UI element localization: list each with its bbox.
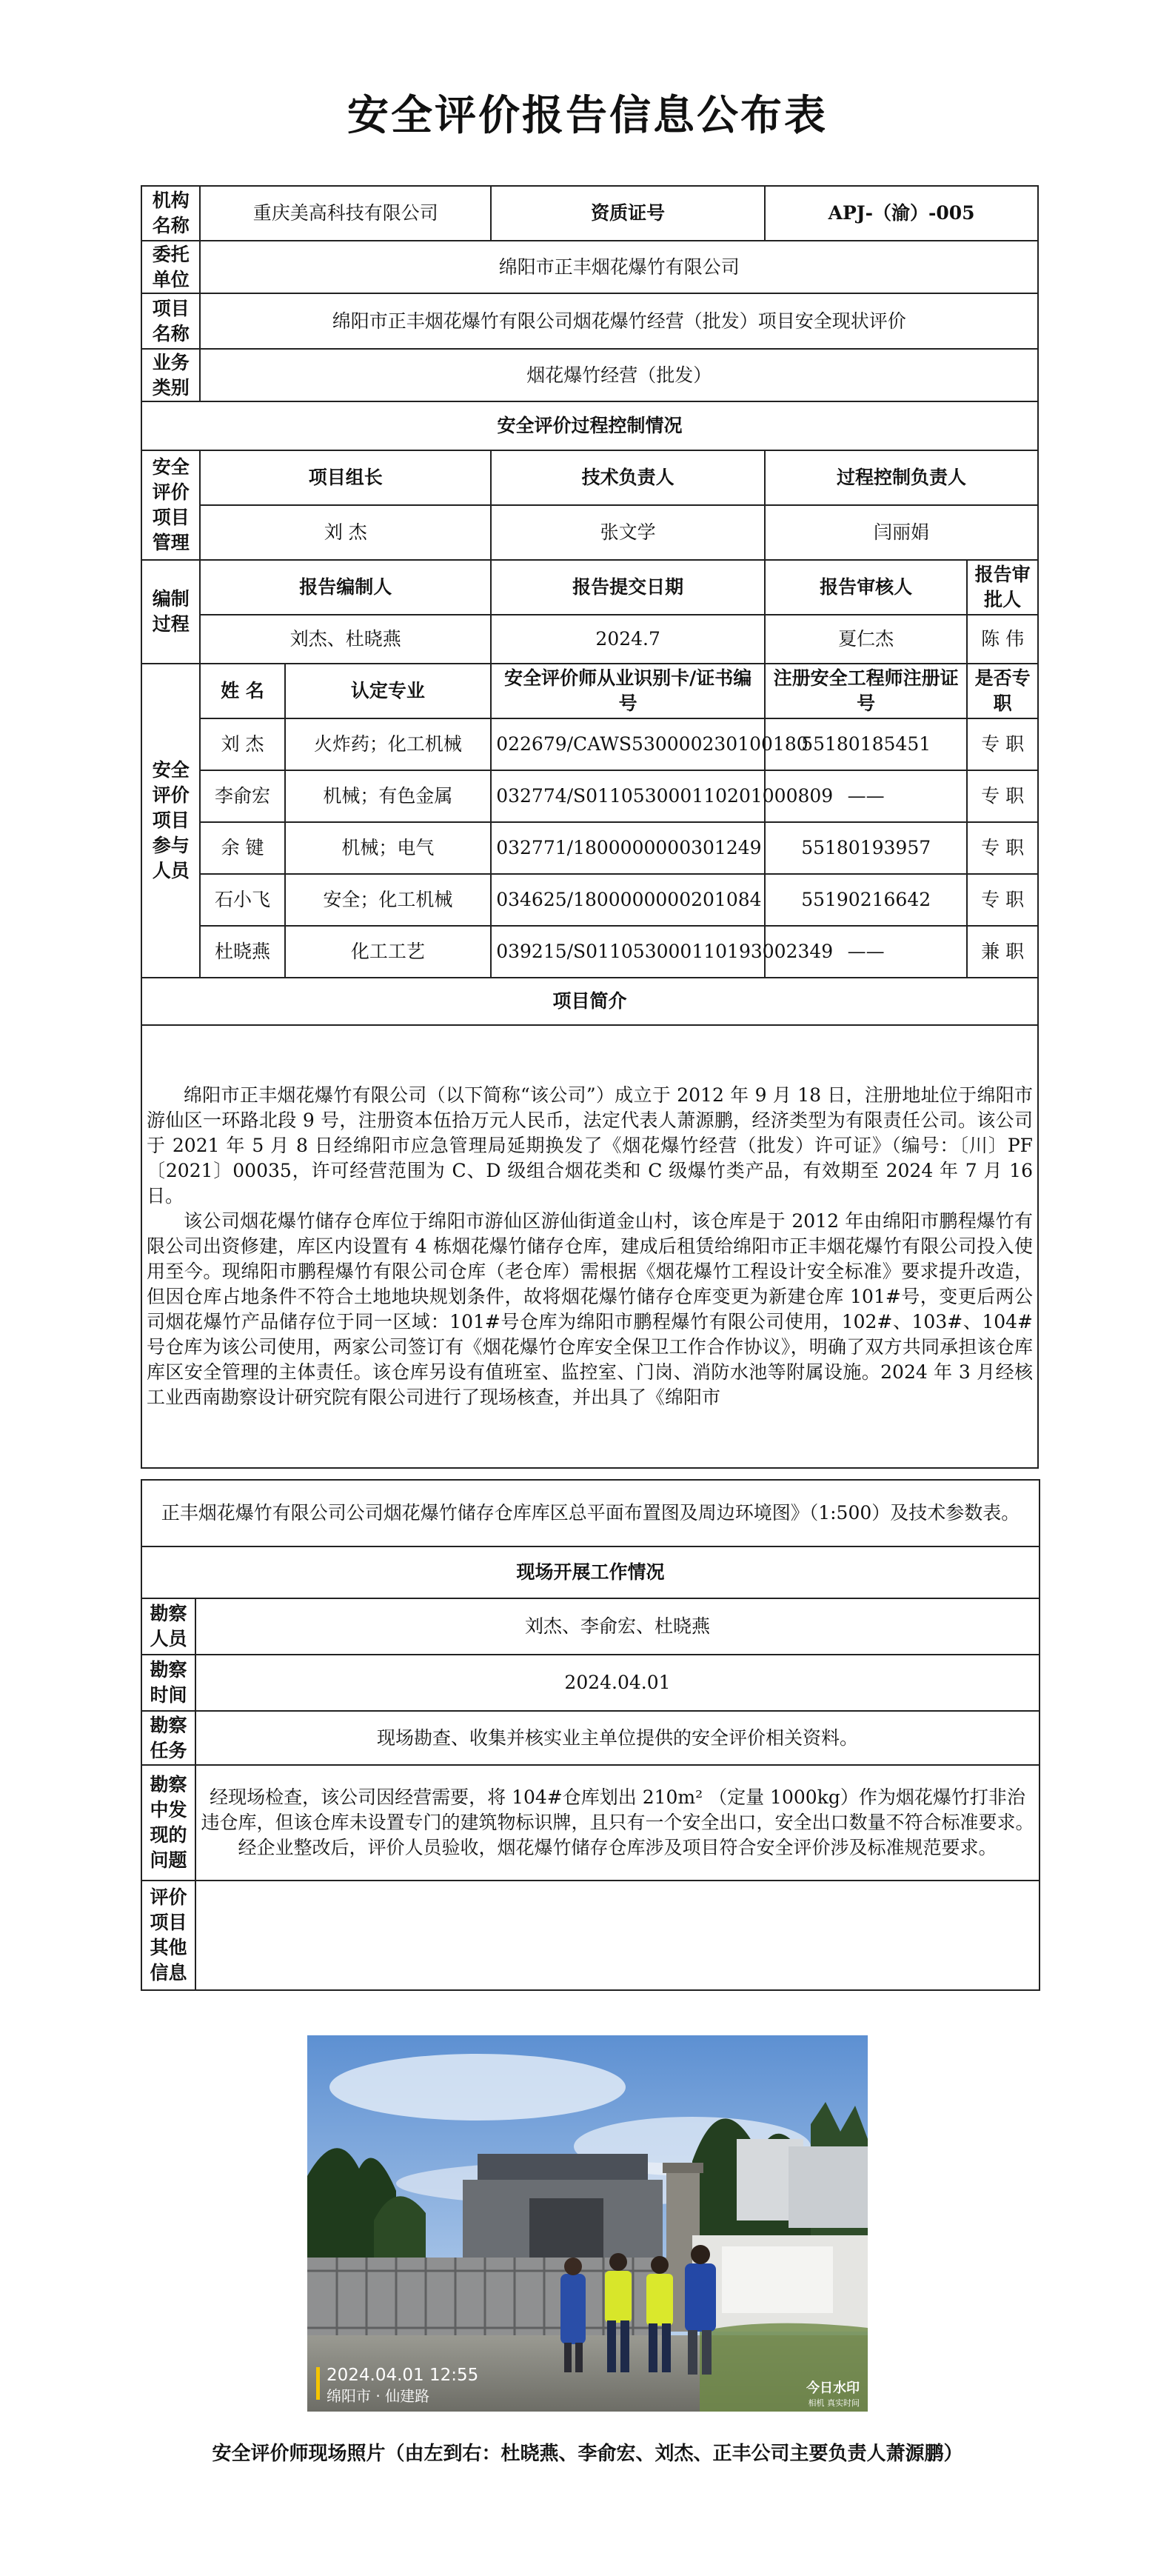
site-photo	[307, 2035, 868, 2412]
staff-major: 机械；电气	[285, 822, 492, 874]
biz-value: 烟花爆竹经营（批发）	[200, 349, 1038, 401]
staff-major: 化工工艺	[285, 926, 492, 978]
field-section-title: 现场开展工作情况	[141, 1546, 1040, 1598]
org-value: 重庆美高科技有限公司	[200, 186, 491, 241]
staff-major: 机械；有色金属	[285, 770, 492, 822]
tech-value: 张文学	[491, 505, 765, 560]
watermark-brand: 今日水印	[806, 2380, 860, 2396]
project-value: 绵阳市正丰烟花爆竹有限公司烟花爆竹经营（批发）项目安全现状评价	[200, 293, 1038, 349]
other-info-label: 评价项目其他信息	[141, 1881, 195, 1990]
survey-time-value: 2024.04.01	[195, 1655, 1040, 1711]
surveyors-label: 勘察人员	[141, 1598, 195, 1655]
project-label: 项目名称	[141, 293, 200, 349]
org-label: 机构名称	[141, 186, 200, 241]
other-info-value	[195, 1881, 1040, 1990]
field-table	[141, 1479, 1040, 1991]
page-title: 安全评价报告信息公布表	[347, 92, 828, 140]
author-header: 报告编制人	[200, 560, 491, 615]
intro-paragraph-3: 正丰烟花爆竹有限公司公司烟花爆竹储存仓库库区总平面布置图及周边环境图》（1:500）及技术参数表。	[141, 1480, 1040, 1546]
table-row	[141, 770, 1038, 822]
staff-major: 安全；化工机械	[285, 874, 492, 926]
photo-caption: 安全评价师现场照片（由左到右：杜晓燕、李俞宏、刘杰、正丰公司主要负责人萧源鹏）	[212, 2443, 963, 2465]
survey-time-label: 勘察时间	[141, 1655, 195, 1711]
photo-timestamp: 2024.04.01 12:55	[327, 2366, 479, 2385]
staff-reg: 55180193957	[765, 822, 967, 874]
ctrl-header: 过程控制负责人	[765, 450, 1038, 505]
biz-label: 业务类别	[141, 349, 200, 401]
compile-label: 编制过程	[141, 560, 200, 664]
cert-value: APJ-（渝）-005	[765, 186, 1038, 241]
info-table	[141, 185, 1039, 1469]
staff-fulltime: 专 职	[967, 770, 1038, 822]
staff-header-name: 姓 名	[200, 664, 284, 718]
staff-reg: ——	[765, 770, 967, 822]
staff-card: 032774/S011053000110201000809	[491, 770, 765, 822]
staff-card: 022679/CAWS530000230100180	[491, 718, 765, 770]
staff-fulltime: 专 职	[967, 822, 1038, 874]
staff-reg: ——	[765, 926, 967, 978]
staff-header-card: 安全评价师从业识别卡/证书编号	[491, 664, 765, 718]
staff-reg: 55180185451	[765, 718, 967, 770]
intro-body	[141, 1025, 1038, 1468]
author-value: 刘杰、杜晓燕	[200, 615, 491, 664]
table-row	[141, 874, 1038, 926]
staff-fulltime: 专 职	[967, 718, 1038, 770]
cert-label: 资质证号	[491, 186, 765, 241]
staff-name: 余 键	[200, 822, 284, 874]
staff-label: 安全评价项目参与人员	[141, 664, 200, 978]
intro-paragraph-1: 绵阳市正丰烟花爆竹有限公司（以下简称“该公司”）成立于 2012 年 9 月 18 日，注册地址位于绵阳市游仙区一环路北段 9 号，注册资本伍拾万元人民币，法定代表人萧源鹏，经济类型为有限责任公司。该公司于 2021 年 5 月 8 日经绵阳市应急管理局延期换发了《烟花爆竹经营（批发）许可证》（编号：〔川〕PF〔2021〕00035，许可经营范围为 C、D 级组合烟花类和 C 级爆竹类产品，有效期至 2024 年 7 月 16 日。	[147, 1084, 1033, 1207]
intro-paragraph-2: 该公司烟花爆竹储存仓库位于绵阳市游仙区游仙街道金山村，该仓库是于 2012 年由绵阳市鹏程爆竹有限公司出资修建，库区内设置有 4 栋烟花爆竹储存仓库，建成后租赁给绵阳市正丰烟花爆竹有限公司投入使用至今。现绵阳市鹏程爆竹有限公司仓库（老仓库）需根据《烟花爆竹工程设计安全标准》要求提升改造，但因仓库占地条件不符合土地地块规划条件，故将烟花爆竹储存仓库变更为新建仓库 101#号，变更后两公司烟花爆竹产品储存位于同一区域：101#号仓库为绵阳市鹏程爆竹有限公司使用，102#、103#、104#号仓库为该公司使用，两家公司签订有《烟花爆竹仓库安全保卫工作合作协议》，明确了双方共同承担该仓库库区安全管理的主体责任。该仓库另设有值班室、监控室、门岗、消防水池等附属设施。2024 年 3 月经核工业西南勘察设计研究院有限公司进行了现场核查，并出具了《绵阳市	[147, 1210, 1033, 1408]
staff-major: 火炸药；化工机械	[285, 718, 492, 770]
table-row	[141, 926, 1038, 978]
reviewer-header: 报告审核人	[765, 560, 967, 615]
mgmt-label: 安全评价项目管理	[141, 450, 200, 560]
table-row	[141, 718, 1038, 770]
survey-task-label: 勘察任务	[141, 1711, 195, 1765]
staff-header-reg: 注册安全工程师注册证号	[765, 664, 967, 718]
watermark-sub: 相机 真实时间	[808, 2398, 860, 2408]
survey-task-value: 现场勘查、收集并核实业主单位提供的安全评价相关资料。	[195, 1711, 1040, 1765]
leader-header: 项目组长	[200, 450, 491, 505]
staff-card: 039215/S011053000110193002349	[491, 926, 765, 978]
issue-label: 勘察中发现的问题	[141, 1765, 195, 1881]
staff-reg: 55190216642	[765, 874, 967, 926]
approver-value: 陈 伟	[967, 615, 1038, 664]
staff-name: 刘 杰	[200, 718, 284, 770]
process-section-title: 安全评价过程控制情况	[141, 401, 1038, 450]
staff-name: 杜晓燕	[200, 926, 284, 978]
client-value: 绵阳市正丰烟花爆竹有限公司	[200, 241, 1038, 293]
surveyors-value: 刘杰、李俞宏、杜晓燕	[195, 1598, 1040, 1655]
intro-title: 项目简介	[141, 978, 1038, 1025]
date-value: 2024.7	[491, 615, 765, 664]
staff-card: 034625/1800000000201084	[491, 874, 765, 926]
issue-value: 经现场检查，该公司因经营需要，将 104#仓库划出 210m² （定量 1000kg）作为烟花爆竹打非治违仓库，但该仓库未设置专门的建筑物标识牌，且只有一个安全出口，安全出口数量不符合标准要求。经企业整改后，评价人员验收，烟花爆竹储存仓库涉及项目符合安全评价涉及标准规范要求。	[195, 1765, 1040, 1881]
staff-header-fulltime: 是否专职	[967, 664, 1038, 718]
date-header: 报告提交日期	[491, 560, 765, 615]
leader-value: 刘 杰	[200, 505, 491, 560]
staff-name: 李俞宏	[200, 770, 284, 822]
tech-header: 技术负责人	[491, 450, 765, 505]
reviewer-value: 夏仁杰	[765, 615, 967, 664]
staff-name: 石小飞	[200, 874, 284, 926]
photo-location: 绵阳市 · 仙建路	[327, 2387, 430, 2405]
staff-fulltime: 兼 职	[967, 926, 1038, 978]
staff-fulltime: 专 职	[967, 874, 1038, 926]
ctrl-value: 闫丽娟	[765, 505, 1038, 560]
staff-card: 032771/1800000000301249	[491, 822, 765, 874]
staff-header-major: 认定专业	[285, 664, 492, 718]
approver-header: 报告审批人	[967, 560, 1038, 615]
table-row	[141, 822, 1038, 874]
client-label: 委托单位	[141, 241, 200, 293]
